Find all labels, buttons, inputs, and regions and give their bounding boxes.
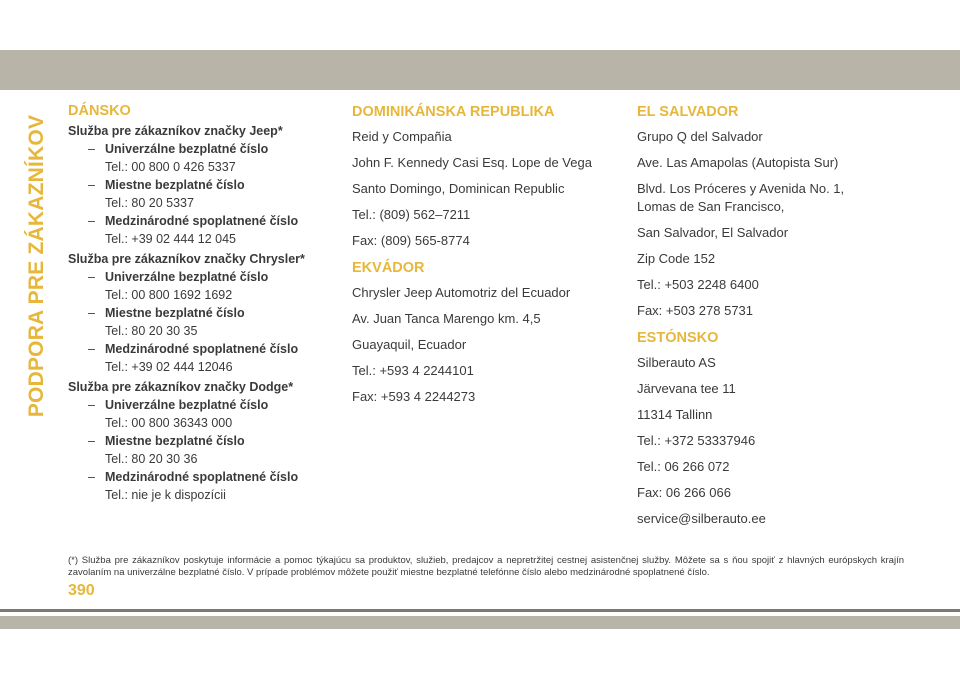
phone-line: Tel.: +372 53337946 — [637, 433, 756, 448]
address-line: Guayaquil, Ecuador — [352, 337, 467, 352]
phone-value: Tel.: +39 02 444 12 045 — [105, 232, 237, 246]
list-item: – Univerzálne bezplatné číslo — [88, 398, 269, 412]
fax-line: Fax: +503 278 5731 — [637, 303, 754, 318]
address-line: Reid y Compañia — [352, 129, 452, 144]
email-line: service@silberauto.ee — [637, 511, 766, 526]
phone-value: Tel.: nie je k dispozícii — [105, 488, 226, 502]
phone-value: Tel.: 00 800 1692 1692 — [105, 288, 233, 302]
address-line: Silberauto AS — [637, 355, 716, 370]
service-title: Služba pre zákazníkov značky Dodge* — [68, 380, 294, 394]
side-section-title — [22, 105, 52, 427]
address-line: Zip Code 152 — [637, 251, 716, 266]
address-line: Av. Juan Tanca Marengo km. 4,5 — [352, 311, 541, 326]
list-item: – Miestne bezplatné číslo — [88, 306, 245, 320]
column-salvador-estonia — [637, 100, 937, 532]
service-title: Služba pre zákazníkov značky Chrysler* — [68, 252, 305, 266]
heading-el-salvador: EL SALVADOR — [637, 104, 739, 120]
service-group-jeep — [68, 122, 338, 248]
header-band — [0, 50, 960, 90]
footnote: (*) Služba pre zákazníkov poskytuje informácie a pomoc týkajúcu sa produktov, služieb, predajcov a nepretržitej cestnej asistenčnej služby. Môžete sa s ňou spojiť z hlavných európskych krajín zavolaním na univerzálne bezplatné číslo. V prípade problémov môžete použiť miestne bezplatné telefónne číslo alebo medzinárodné spoplatnené číslo. — [68, 555, 904, 578]
list-item: – Univerzálne bezplatné číslo — [88, 270, 269, 284]
footer-band — [0, 616, 960, 629]
fax-line: Fax: 06 266 066 — [637, 485, 731, 500]
phone-line: Tel.: (809) 562–7211 — [352, 207, 471, 222]
address-line: Ave. Las Amapolas (Autopista Sur) — [637, 155, 839, 170]
column-dominican-ecuador — [352, 100, 622, 410]
phone-value: Tel.: 80 20 30 35 — [105, 324, 198, 338]
phone-value: Tel.: 00 800 0 426 5337 — [105, 160, 236, 174]
address-line: 11314 Tallinn — [637, 407, 713, 422]
heading-denmark: DÁNSKO — [68, 103, 131, 119]
fax-line: Fax: +593 4 2244273 — [352, 389, 476, 404]
phone-value: Tel.: 80 20 5337 — [105, 196, 194, 210]
service-title: Služba pre zákazníkov značky Jeep* — [68, 124, 283, 138]
list-item: – Medzinárodné spoplatnené číslo — [88, 214, 299, 228]
footer-rule — [0, 609, 960, 612]
heading-estonia: ESTÓNSKO — [637, 330, 719, 346]
list-item: – Miestne bezplatné číslo — [88, 434, 245, 448]
phone-value: Tel.: 00 800 36343 000 — [105, 416, 233, 430]
address-line: Santo Domingo, Dominican Republic — [352, 181, 565, 196]
service-group-dodge — [68, 378, 338, 504]
heading-ecuador: EKVÁDOR — [352, 260, 425, 276]
address-line: John F. Kennedy Casi Esq. Lope de Vega — [352, 155, 592, 170]
column-denmark — [68, 100, 338, 504]
heading-dominican-republic: DOMINIKÁNSKA REPUBLIKA — [352, 104, 555, 120]
fax-line: Fax: (809) 565-8774 — [352, 233, 470, 248]
phone-value: Tel.: +39 02 444 12046 — [105, 360, 233, 374]
list-item: – Medzinárodné spoplatnené číslo — [88, 342, 299, 356]
page-number: 390 — [68, 582, 95, 599]
side-title-text: PODPORA PRE ZÁKAZNÍKOV — [25, 114, 48, 418]
list-item: – Univerzálne bezplatné číslo — [88, 142, 269, 156]
service-group-chrysler — [68, 250, 338, 376]
list-item: – Miestne bezplatné číslo — [88, 178, 245, 192]
phone-line: Tel.: 06 266 072 — [637, 459, 730, 474]
list-item: – Medzinárodné spoplatnené číslo — [88, 470, 299, 484]
phone-line: Tel.: +503 2248 6400 — [637, 277, 759, 292]
address-line: Chrysler Jeep Automotriz del Ecuador — [352, 285, 571, 300]
phone-value: Tel.: 80 20 30 36 — [105, 452, 198, 466]
address-line: Grupo Q del Salvador — [637, 129, 763, 144]
address-line: Järvevana tee 11 — [637, 381, 736, 396]
phone-line: Tel.: +593 4 2244101 — [352, 363, 474, 378]
address-line: San Salvador, El Salvador — [637, 225, 789, 240]
address-line: Blvd. Los Próceres y Avenida No. 1, Lomas de San Francisco, — [637, 181, 845, 214]
